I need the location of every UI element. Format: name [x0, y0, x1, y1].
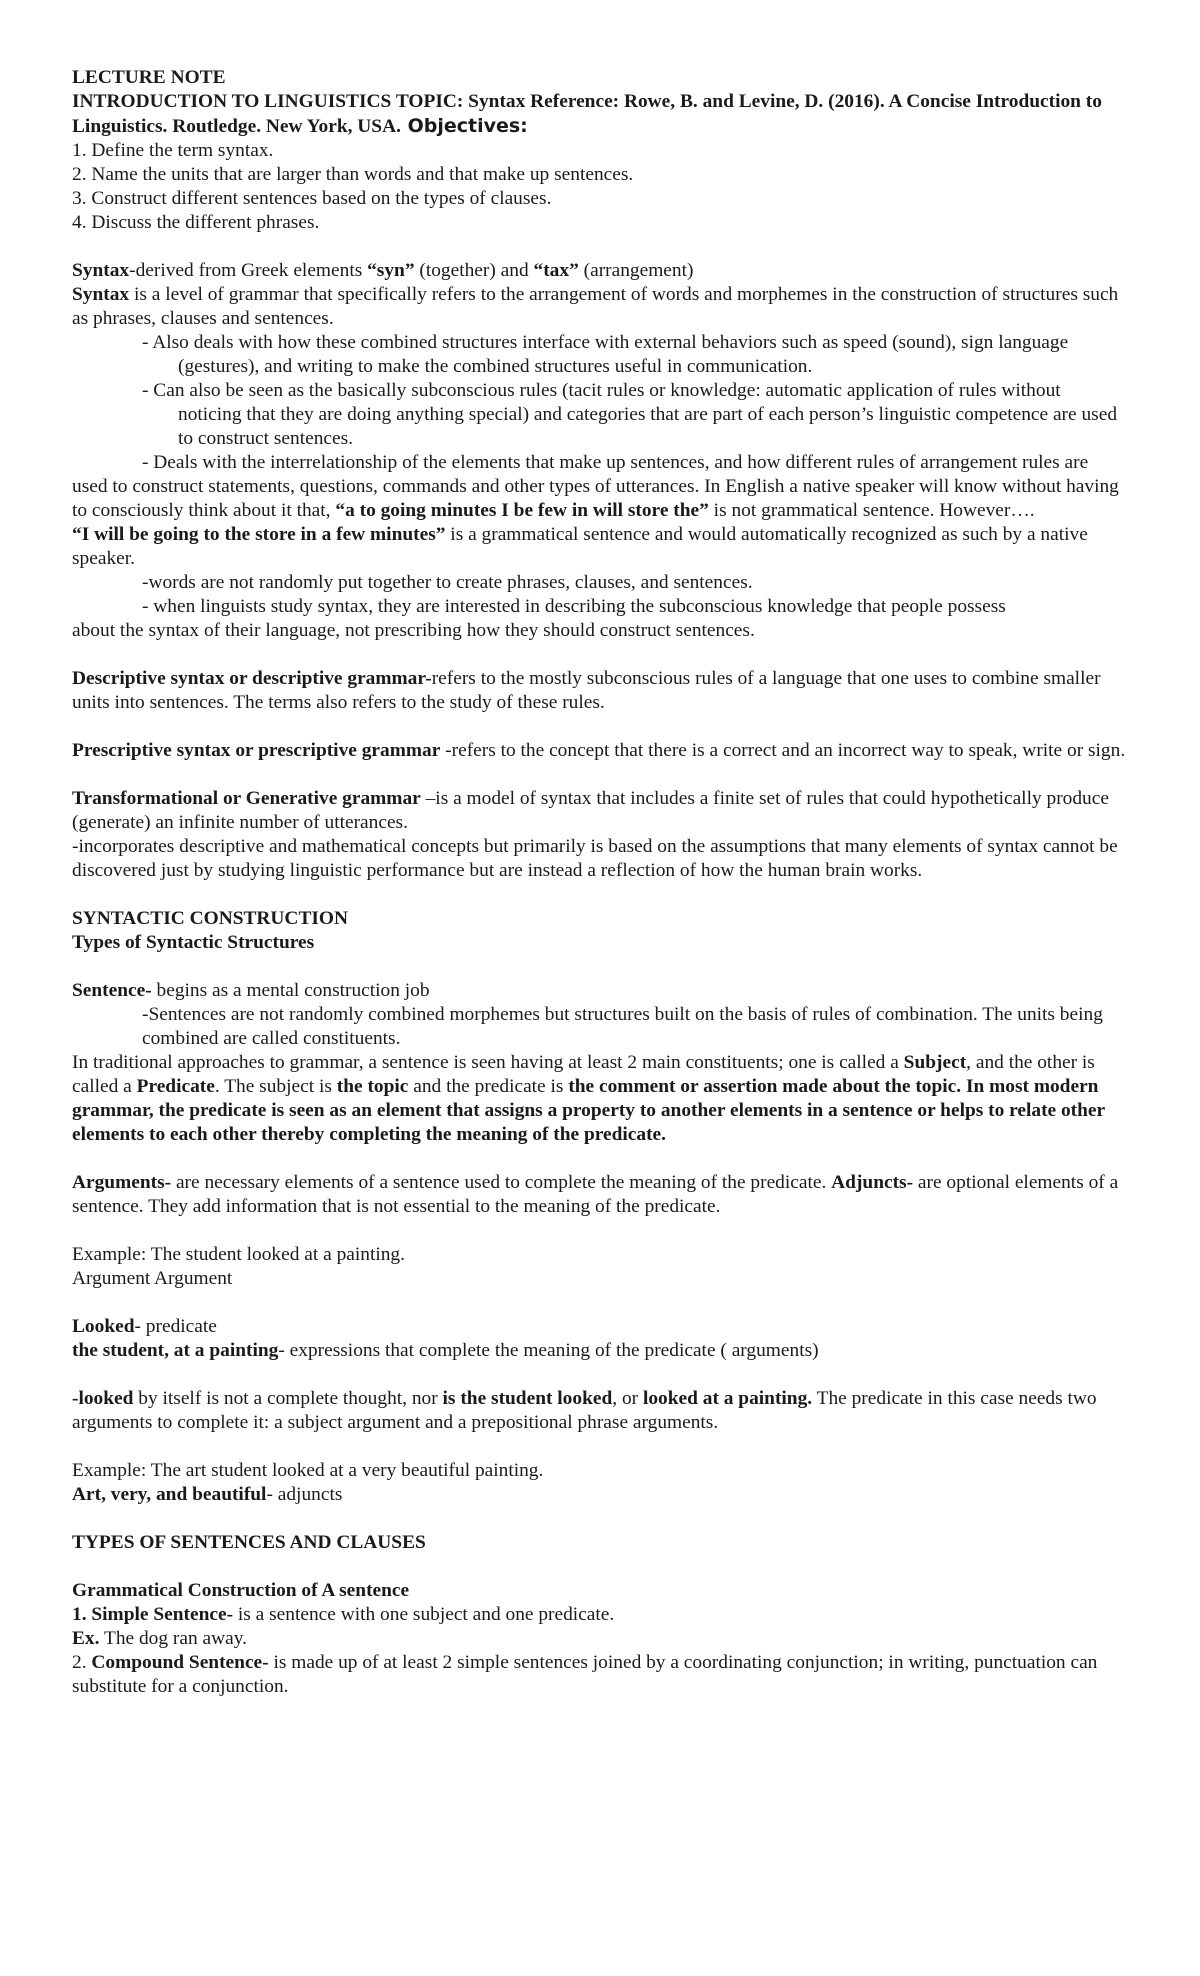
looked-definition	[72, 1315, 1128, 1339]
definition: refers to the mostly subconscious rules of a language that one uses to combine smaller units into sentences. The terms also refers to the study of these rules.	[72, 668, 1101, 713]
term: -looked	[72, 1388, 134, 1409]
term: Art, very, and beautiful	[72, 1484, 267, 1505]
term: Looked	[72, 1316, 135, 1337]
syntax-bullet: - Also deals with how these combined structures interface with external behaviors such as speed (sound), sign language (gestures), and writing to make the combined structures useful in communication.	[142, 332, 1069, 377]
syntax-definition	[72, 283, 1128, 331]
definition: are necessary elements of a sentence used to complete the meaning of the predicate.	[171, 1172, 832, 1193]
transformational-extra: -incorporates descriptive and mathematical concepts but primarily is based on the assumptions that many elements of syntax cannot be discovered just by studying linguistic performance but are instead a reflection of how the human brain works.	[72, 836, 1118, 881]
syntax-term: Syntax	[72, 260, 130, 281]
syntax-term: Syntax	[72, 284, 130, 305]
term: the student, at a painting	[72, 1340, 279, 1361]
arguments-explanation	[72, 1339, 1128, 1363]
syntax-etymology	[72, 259, 1128, 283]
objectives-label: Objectives:	[400, 115, 528, 137]
sentence-detail: -Sentences are not randomly combined morphemes but structures built on the basis of rules of combination. The units being combined are called constituents.	[142, 1004, 1103, 1049]
syn-term: “syn”	[367, 260, 415, 281]
words-note: -words are not randomly put together to create phrases, clauses, and sentences.	[142, 572, 753, 593]
term: 1. Simple Sentence-	[72, 1604, 234, 1625]
syntax-bullet: - Can also be seen as the basically subconscious rules (tacit rules or knowledge: automatic application of rules without noticing that they are doing anything special) and categories that are part of each person’s linguistic competence are used to construct sentences.	[142, 380, 1118, 449]
predicate-term: Predicate	[136, 1076, 215, 1097]
tax-term: “tax”	[533, 260, 579, 281]
definition: is a sentence with one subject and one predicate.	[233, 1604, 615, 1625]
example-sentence: Example: The student looked at a painting.	[72, 1244, 405, 1265]
term: Transformational or Generative grammar	[72, 788, 421, 809]
syntax-definition-text: is a level of grammar that specifically refers to the arrangement of words and morphemes in the construction of structures such as phrases, clauses and sentences.	[72, 284, 1119, 329]
document-title: LECTURE NOTE	[72, 67, 226, 88]
grammatical-example: “I will be going to the store in a few minutes”	[72, 524, 446, 545]
example-labels: Argument Argument	[72, 1268, 233, 1289]
term: Compound Sentence-	[91, 1652, 269, 1673]
etymology-text: -derived from Greek elements	[129, 260, 368, 281]
simple-example	[72, 1627, 1128, 1651]
definition: begins as a mental construction job	[151, 980, 430, 1001]
compound-sentence	[72, 1651, 1128, 1699]
bullet-text: is not grammatical sentence. However….	[708, 500, 1035, 521]
text: . The subject is	[214, 1076, 337, 1097]
simple-sentence	[72, 1603, 1128, 1627]
term: Arguments-	[72, 1172, 172, 1193]
etymology-text: (together) and	[414, 260, 534, 281]
subject-term: Subject	[903, 1052, 967, 1073]
adjuncts-explanation	[72, 1483, 1128, 1507]
bullet-text: - Deals with the interrelationship of the elements that make up sentences, and how different rules of arrangement rules are used to construct statements, questions, commands and other types of utterances. In English a native speaker will know without having to consciously think about it that,	[72, 452, 1119, 521]
definition: The dog ran away.	[99, 1628, 248, 1649]
linguists-note-cont: about the syntax of their language, not prescribing how they should construct sentences.	[72, 620, 755, 641]
predicate-explanation	[72, 1387, 1128, 1435]
objective-item: 4. Discuss the different phrases.	[72, 212, 320, 233]
text: , and the other is called a	[72, 1052, 1095, 1097]
prescriptive-grammar	[72, 739, 1128, 763]
topic-term: the topic	[336, 1076, 409, 1097]
term: Sentence-	[72, 980, 152, 1001]
objective-item: 3. Construct different sentences based on the types of clauses.	[72, 188, 552, 209]
arguments-adjuncts	[72, 1171, 1128, 1219]
number: 2.	[72, 1652, 92, 1673]
descriptive-grammar	[72, 667, 1128, 715]
example-sentence: Example: The art student looked at a very beautiful painting.	[72, 1460, 544, 1481]
objective-item: 1. Define the term syntax.	[72, 140, 274, 161]
term: Ex.	[72, 1628, 100, 1649]
grammatical-example-line	[72, 523, 1128, 571]
example-text: is a grammatical sentence and would automatically recognized as such by a native speaker.	[72, 524, 1088, 569]
text: and the predicate is	[408, 1076, 569, 1097]
course-reference-line	[72, 90, 1128, 139]
definition: are optional elements of a sentence. They add information that is not essential to the meaning of the predicate.	[72, 1172, 1119, 1217]
definition: - predicate	[134, 1316, 217, 1337]
definition: - expressions that complete the meaning of the predicate ( arguments)	[278, 1340, 819, 1361]
term: Prescriptive syntax or prescriptive grammar	[72, 740, 441, 761]
text: , or	[612, 1388, 643, 1409]
course-line: INTRODUCTION TO LINGUISTICS TOPIC: Syntax Reference: Rowe, B. and Levine, D. (2016). A Concise Introduction to Linguistics. Routledge. New York, USA.	[72, 91, 1102, 137]
text: by itself is not a complete thought, nor	[133, 1388, 443, 1409]
ungrammatical-example: “a to going minutes I be few in will store the”	[335, 500, 709, 521]
definition: is made up of at least 2 simple sentences joined by a coordinating conjunction; in writing, punctuation can substitute for a conjunction.	[72, 1652, 1098, 1697]
etymology-text: (arrangement)	[578, 260, 694, 281]
term: looked at a painting.	[642, 1388, 813, 1409]
section-subheading: Grammatical Construction of A sentence	[72, 1580, 410, 1601]
term: Adjuncts-	[831, 1172, 914, 1193]
term: is the student looked	[442, 1388, 613, 1409]
syntax-bullet-interrelationship	[72, 451, 1128, 523]
definition: –is a model of syntax that includes a finite set of rules that could hypothetically produce (generate) an infinite number of utterances.	[72, 788, 1109, 833]
transformational-grammar	[72, 787, 1128, 835]
section-heading: TYPES OF SENTENCES AND CLAUSES	[72, 1532, 426, 1553]
sentence-definition	[72, 979, 1128, 1003]
traditional-approach	[72, 1051, 1128, 1147]
comment-text: the comment or assertion made about the topic. In most modern grammar, the predicate is seen as an element that assigns a property to another elements in a sentence or helps to relate other elements to each other thereby completing the meaning of the predicate.	[72, 1076, 1105, 1145]
definition: - adjuncts	[266, 1484, 343, 1505]
section-subheading: Types of Syntactic Structures	[72, 932, 315, 953]
objective-item: 2. Name the units that are larger than words and that make up sentences.	[72, 164, 634, 185]
section-heading: SYNTACTIC CONSTRUCTION	[72, 908, 349, 929]
definition: -refers to the concept that there is a correct and an incorrect way to speak, write or sign.	[440, 740, 1126, 761]
text: In traditional approaches to grammar, a sentence is seen having at least 2 main constituents; one is called a	[72, 1052, 904, 1073]
linguists-note: - when linguists study syntax, they are interested in describing the subconscious knowledge that people possess	[142, 596, 1006, 617]
term: Descriptive syntax or descriptive grammar-	[72, 668, 432, 689]
text: The predicate in this case needs two arguments to complete it: a subject argument and a prepositional phrase arguments.	[72, 1388, 1097, 1433]
